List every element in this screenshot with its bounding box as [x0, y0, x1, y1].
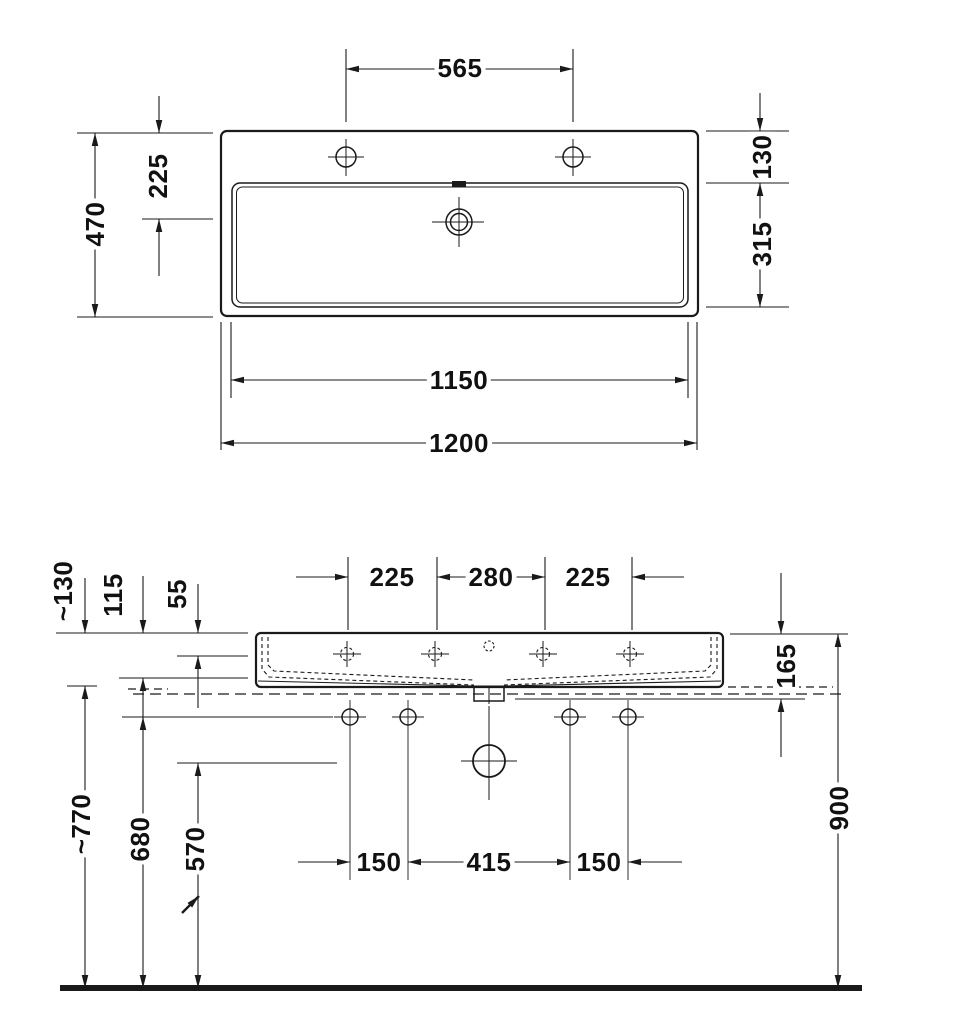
overflow-slot: [452, 181, 466, 187]
drain-fitting: [474, 687, 504, 704]
elevation-view: [56, 633, 862, 988]
dim-label-rim-drop: ~130: [50, 558, 76, 625]
dim-label-680: 680: [127, 814, 153, 865]
dim-label-315: 315: [749, 219, 775, 270]
tap-hole-right: [555, 139, 591, 176]
dim-label-tap-left: 225: [367, 564, 418, 590]
dim-label-1150: 1150: [427, 367, 491, 393]
dim-label-tap-right: 225: [563, 564, 614, 590]
tap-hole-left: [328, 139, 364, 176]
reference-lines: [56, 633, 848, 763]
drain-pipe-hole: [461, 706, 517, 800]
dim-label-570: 570: [182, 824, 208, 875]
adjustable-height-arrow-icon: [182, 896, 199, 913]
tap-hole-marker-4: [616, 641, 644, 667]
dim-label-fix-span: 415: [464, 849, 515, 875]
dim-label-55: 55: [164, 576, 190, 612]
bowl-hidden-edges: [262, 637, 717, 685]
dim-label-225-plan: 225: [145, 151, 171, 202]
bowl-bottom-edge: [258, 681, 721, 686]
tap-hole-marker-2: [421, 641, 449, 667]
dim-label-770: ~770: [68, 791, 94, 858]
dim-label-tap-center: 280: [466, 564, 517, 590]
dim-label-165: 165: [773, 641, 799, 692]
overflow-marker: [484, 641, 494, 651]
elevation-dimensions: [85, 557, 838, 988]
dim-label-130-plan: 130: [749, 132, 775, 183]
dim-label-fix-left: 150: [354, 849, 405, 875]
bowl-inner-edge: [237, 187, 684, 303]
bowl-outline: [232, 183, 688, 307]
dim-label-565: 565: [435, 55, 486, 81]
plan-view: [221, 131, 698, 316]
dim-label-115: 115: [100, 570, 126, 619]
dim-label-470: 470: [82, 199, 108, 250]
drain-hole: [432, 197, 484, 247]
dim-label-1200: 1200: [426, 430, 492, 456]
tap-hole-marker-1: [333, 641, 361, 667]
dim-label-fix-right: 150: [574, 849, 625, 875]
tap-hole-marker-3: [529, 641, 557, 667]
dim-label-900: 900: [826, 783, 852, 834]
